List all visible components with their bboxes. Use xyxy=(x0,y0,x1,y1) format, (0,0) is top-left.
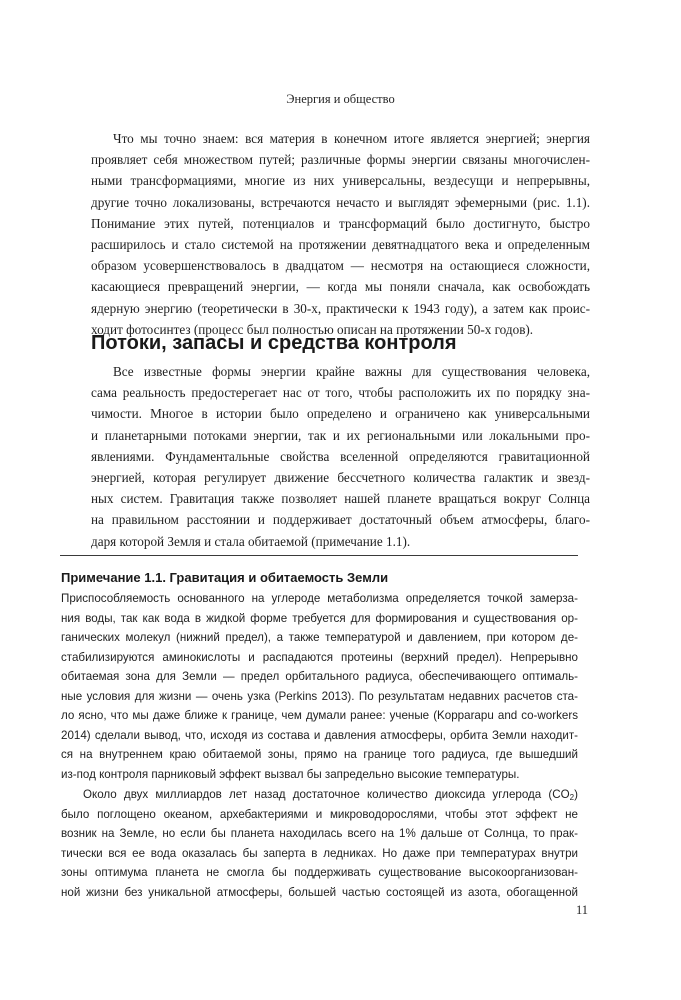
note-line: ло ясно, что мы даже ближе к границе, чем думали ранее: ученые (Kopparapu and co-workers xyxy=(61,709,578,722)
text-line: Понимание этих путей, потенциалов и трансформаций было достигнуто, быстро xyxy=(91,215,590,231)
note-line: 2014) сделали вывод, что, исходя из состава и давления атмосферы, орбита Земли находит- xyxy=(61,728,578,742)
intro-paragraph xyxy=(91,128,590,340)
text-line: ных систем. Гравитация также позволяет нашей планете вращаться вокруг Солнца xyxy=(91,491,590,507)
text-line: чимости. Многое в истории было определено и ограничено как универсальными xyxy=(91,406,590,422)
note-line: ганических молекул (нижний предел), а также температурой и давлением, при котором де- xyxy=(61,631,578,644)
note-title: Примечание 1.1. Гравитация и обитаемость Земли xyxy=(61,570,389,585)
note-line: стабилизируются аминокислоты и распадаются протеины (верхний предел). Непрерывно xyxy=(61,650,578,664)
text-line: сама реальность предостерегает нас от того, чтобы расположить их по порядку зна- xyxy=(91,385,590,401)
text-line: касающиеся превращений энергии, — когда мы поняли сначала, как освобождать xyxy=(91,279,590,295)
text-line: и планетарными потоками энергии, так и их региональными или локальными про- xyxy=(91,427,590,443)
text-line: проявляет себя множеством путей; различные формы энергии связаны многочислен- xyxy=(91,152,590,168)
text-line: ными трансформациями, многие из них универсальны, вездесущи и непрерывны, xyxy=(91,173,590,189)
subscript: 2 xyxy=(569,793,575,802)
section-heading: Потоки, запасы и средства контроля xyxy=(91,332,457,354)
text-line: явлениями. Фундаментальные свойства вселенной определяются гравитационной xyxy=(91,448,590,464)
text-line: ядерную энергию (теоретически в 30-х, практически к 1943 году), а затем как проис- xyxy=(91,300,590,316)
note-paragraph-1 xyxy=(61,589,578,784)
text-line: другие точно локализованы, встречаются нечасто и выглядят эфемерными (рис. 1.1). xyxy=(91,194,590,210)
text-line: Что мы точно знаем: вся материя в конечном итоге является энергией; энергия xyxy=(113,131,590,146)
text-line: образом усовершенствовалось в двадцатом — несмотря на остающиеся сложности, xyxy=(91,258,590,274)
note-line: было поглощено океаном, архебактериями и микроводорослями, чтобы этот эффект не xyxy=(61,807,578,821)
note-line: ные условия для жизни — очень узка (Perkins 2013). По результатам недавних расчетов ста- xyxy=(61,689,578,703)
note-line: тически вся ее вода оказалась бы заперта в ледниках. Но даже при температурах внутри xyxy=(61,846,578,860)
note-divider xyxy=(60,555,578,556)
section-paragraph xyxy=(91,361,590,552)
text-line: Все известные формы энергии крайне важны для существования человека, xyxy=(113,364,590,379)
text-line: расширилось и стало системой на протяжении девятнадцатого века и определенным xyxy=(91,236,590,252)
note-line: обитаемая зона для Земли — предел орбитального радиуса, обеспечивающего оптималь- xyxy=(61,670,578,683)
page-number: 11 xyxy=(575,903,588,917)
note-line: Около двух миллиардов лет назад достаточное количество диоксида углерода $(CO_2)$ xyxy=(83,788,578,802)
note-line: ся на внутреннем краю обитаемой зоны, прямо на границе того радиуса, где вышедший xyxy=(61,748,578,761)
note-line: Приспособляемость основанного на углероде метаболизма определяется точкой замерза- xyxy=(61,592,578,605)
note-line: из-под контроля парниковый эффект вызвал бы запредельно высокие температуры. xyxy=(61,767,520,781)
note-line: ной жизни без уникальной атмосферы, большей частью состоящей из азота, обогащенной xyxy=(61,885,578,899)
note-paragraph-2 xyxy=(61,785,578,902)
note-line: зоны оптимума планета не смогла бы поддерживать существование высокоорганизован- xyxy=(61,866,578,879)
note-line: ния воды, так как вода в жидкой форме требуется для формирования и существования ор- xyxy=(61,611,578,625)
text-line: даря которой Земля и стала обитаемой (примечание 1.1). xyxy=(91,533,411,549)
text-line: энергией, которая регулирует движение бессчетного количества галактик и звезд- xyxy=(91,469,590,485)
running-head: Энергия и общество xyxy=(286,92,395,106)
text-line: ходит фотосинтез (процесс был полностью описан на протяжении 50-х годов). xyxy=(91,321,534,337)
note-line: возник на Земле, но если бы планета находилась всего на 1% дальше от Солнца, то прак- xyxy=(61,827,578,840)
text-line: на правильном расстоянии и поддерживает достаточный объем атмосферы, благо- xyxy=(91,512,590,528)
